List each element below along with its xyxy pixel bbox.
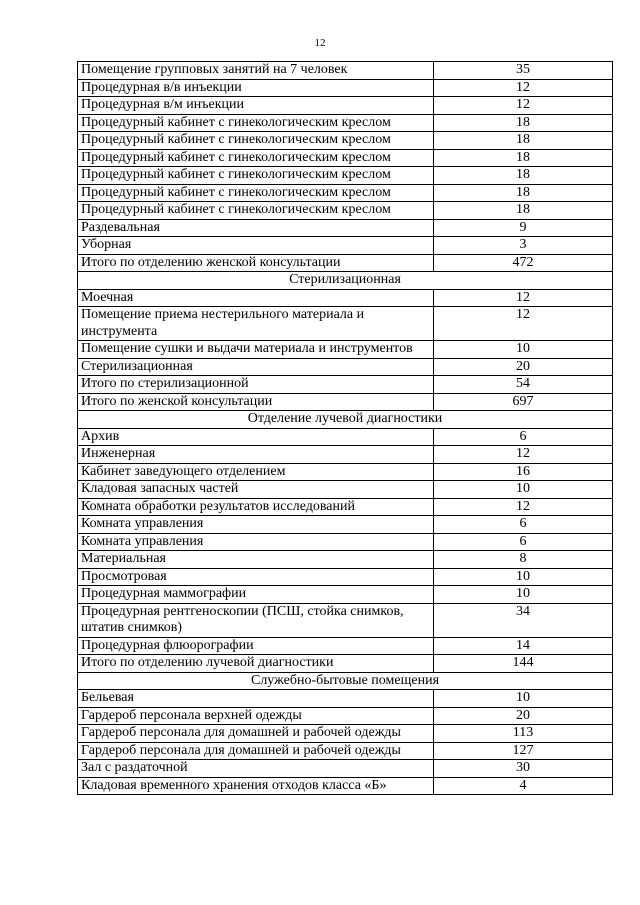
room-name-cell: Процедурный кабинет с гинекологическим креслом	[78, 184, 434, 202]
table-row	[78, 533, 613, 551]
room-name-cell: Инженерная	[78, 446, 434, 464]
room-area-cell: 12	[434, 79, 613, 97]
room-area-cell: 20	[434, 707, 613, 725]
room-area-cell: 127	[434, 742, 613, 760]
room-name-cell: Бельевая	[78, 690, 434, 708]
room-name-cell: Итого по стерилизационной	[78, 376, 434, 394]
room-area-cell: 14	[434, 637, 613, 655]
room-area-cell: 472	[434, 254, 613, 272]
room-area-cell: 12	[434, 289, 613, 307]
section-header-row	[78, 411, 613, 429]
room-name-cell: Итого по отделению женской консультации	[78, 254, 434, 272]
room-name-cell: Помещение сушки и выдачи материала и инструментов	[78, 341, 434, 359]
table-row	[78, 341, 613, 359]
section-title: Служебно-бытовые помещения	[78, 672, 613, 690]
table-row	[78, 655, 613, 673]
room-name-cell: Процедурная в/м инъекции	[78, 97, 434, 115]
table-row	[78, 777, 613, 795]
room-area-cell: 12	[434, 307, 613, 341]
room-name-cell: Помещение групповых занятий на 7 человек	[78, 62, 434, 80]
room-area-cell: 6	[434, 516, 613, 534]
room-area-cell: 35	[434, 62, 613, 80]
room-name-cell: Процедурный кабинет с гинекологическим креслом	[78, 202, 434, 220]
table-row	[78, 132, 613, 150]
room-area-cell: 54	[434, 376, 613, 394]
room-area-cell: 34	[434, 603, 613, 637]
room-area-cell: 10	[434, 568, 613, 586]
room-area-cell: 113	[434, 725, 613, 743]
table-row	[78, 184, 613, 202]
room-name-cell: Просмотровая	[78, 568, 434, 586]
room-area-cell: 8	[434, 551, 613, 569]
room-area-cell: 144	[434, 655, 613, 673]
room-area-cell: 20	[434, 358, 613, 376]
table-row	[78, 516, 613, 534]
table-row	[78, 707, 613, 725]
table-row	[78, 62, 613, 80]
table-row	[78, 307, 613, 341]
room-area-cell: 697	[434, 393, 613, 411]
section-header-row	[78, 672, 613, 690]
room-area-cell: 6	[434, 428, 613, 446]
room-area-cell: 10	[434, 341, 613, 359]
room-name-cell: Комната управления	[78, 533, 434, 551]
room-area-cell: 12	[434, 498, 613, 516]
room-area-cell: 4	[434, 777, 613, 795]
table-row	[78, 79, 613, 97]
room-area-cell: 9	[434, 219, 613, 237]
room-name-cell: Материальная	[78, 551, 434, 569]
room-name-cell: Помещение приема нестерильного материала и инструмента	[78, 307, 434, 341]
room-area-cell: 18	[434, 114, 613, 132]
room-name-cell: Уборная	[78, 237, 434, 255]
room-name-cell: Итого по отделению лучевой диагностики	[78, 655, 434, 673]
table-row	[78, 149, 613, 167]
page-number: 12	[314, 37, 326, 49]
table-row	[78, 202, 613, 220]
table-row	[78, 463, 613, 481]
room-area-cell: 12	[434, 446, 613, 464]
table-row	[78, 358, 613, 376]
table-row	[78, 428, 613, 446]
table-row	[78, 114, 613, 132]
room-area-cell: 18	[434, 184, 613, 202]
room-name-cell: Процедурная в/в инъекции	[78, 79, 434, 97]
room-name-cell: Итого по женской консультации	[78, 393, 434, 411]
table-row	[78, 725, 613, 743]
room-name-cell: Кладовая запасных частей	[78, 481, 434, 499]
section-header-row	[78, 272, 613, 290]
room-name-cell: Процедурный кабинет с гинекологическим креслом	[78, 132, 434, 150]
table-row	[78, 446, 613, 464]
room-name-cell: Гардероб персонала для домашней и рабочей одежды	[78, 742, 434, 760]
section-title: Отделение лучевой диагностики	[78, 411, 613, 429]
table-row	[78, 393, 613, 411]
room-area-cell: 3	[434, 237, 613, 255]
table-row	[78, 690, 613, 708]
room-name-cell: Процедурный кабинет с гинекологическим креслом	[78, 149, 434, 167]
room-area-cell: 30	[434, 760, 613, 778]
table-row	[78, 289, 613, 307]
room-name-cell: Архив	[78, 428, 434, 446]
room-name-cell: Процедурный кабинет с гинекологическим креслом	[78, 114, 434, 132]
table-row	[78, 97, 613, 115]
room-name-cell: Стерилизационная	[78, 358, 434, 376]
room-area-table	[77, 61, 613, 795]
table-row	[78, 376, 613, 394]
table-row	[78, 760, 613, 778]
room-name-cell: Моечная	[78, 289, 434, 307]
room-area-cell: 18	[434, 167, 613, 185]
table-row	[78, 219, 613, 237]
room-area-cell: 18	[434, 149, 613, 167]
table-row	[78, 637, 613, 655]
table-row	[78, 603, 613, 637]
room-name-cell: Комната обработки результатов исследований	[78, 498, 434, 516]
room-name-cell: Процедурная флюорографии	[78, 637, 434, 655]
section-title: Стерилизационная	[78, 272, 613, 290]
table-row	[78, 167, 613, 185]
room-area-cell: 10	[434, 690, 613, 708]
room-area-cell: 10	[434, 586, 613, 604]
table-row	[78, 481, 613, 499]
room-area-cell: 16	[434, 463, 613, 481]
room-name-cell: Процедурная рентгеноскопии (ПСШ, стойка снимков, штатив снимков)	[78, 603, 434, 637]
table-row	[78, 254, 613, 272]
table-row	[78, 586, 613, 604]
room-area-cell: 18	[434, 202, 613, 220]
room-area-cell: 6	[434, 533, 613, 551]
room-area-cell: 18	[434, 132, 613, 150]
room-area-cell: 10	[434, 481, 613, 499]
room-name-cell: Гардероб персонала для домашней и рабочей одежды	[78, 725, 434, 743]
table-row	[78, 551, 613, 569]
room-name-cell: Процедурный кабинет с гинекологическим креслом	[78, 167, 434, 185]
room-name-cell: Кладовая временного хранения отходов класса «Б»	[78, 777, 434, 795]
table-row	[78, 568, 613, 586]
table-row	[78, 498, 613, 516]
room-area-cell: 12	[434, 97, 613, 115]
room-name-cell: Гардероб персонала верхней одежды	[78, 707, 434, 725]
room-name-cell: Кабинет заведующего отделением	[78, 463, 434, 481]
room-area-table-body	[78, 62, 613, 795]
table-row	[78, 742, 613, 760]
room-name-cell: Раздевальная	[78, 219, 434, 237]
room-name-cell: Процедурная маммографии	[78, 586, 434, 604]
room-name-cell: Комната управления	[78, 516, 434, 534]
table-row	[78, 237, 613, 255]
room-name-cell: Зал с раздаточной	[78, 760, 434, 778]
